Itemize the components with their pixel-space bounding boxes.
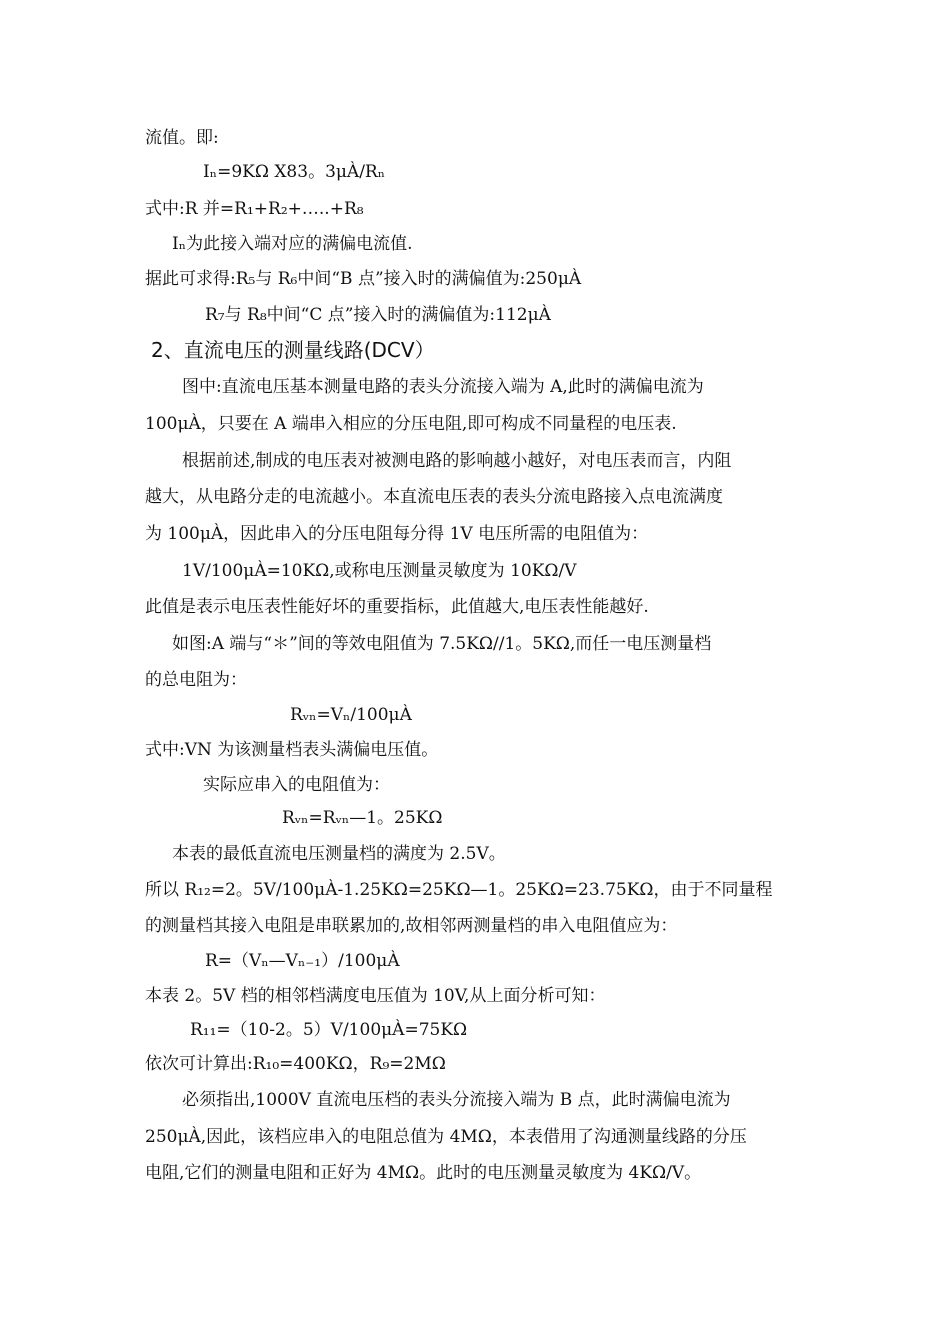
text-line: 实际应串入的电阻值为： [203, 775, 390, 795]
text-line: 100μÀ，只要在 A 端串入相应的分压电阻,即可构成不同量程的电压表. [145, 414, 677, 434]
text-line: R=（Vₙ—Vₙ₋₁）/100μÀ [205, 951, 400, 971]
text-line: 据此可求得:R₅与 R₆中间“B 点”接入时的满偏值为:250μÀ [145, 269, 582, 289]
text-line: Rᵥₙ=Rᵥₙ—1。25KΩ [282, 808, 443, 828]
text-line: 为 100μÀ，因此串入的分压电阻每分得 1V 电压所需的电阻值为： [145, 524, 649, 544]
text-line: 越大，从电路分走的电流越小。本直流电压表的表头分流电路接入点电流满度 [145, 487, 723, 507]
text-line: 图中:直流电压基本测量电路的表头分流接入端为 A,此时的满偏电流为 [182, 377, 704, 397]
text-line: 所以 R₁₂=2。5V/100μÀ-1.25KΩ=25KΩ—1。25KΩ=23.75KΩ，由于不同量程 [145, 880, 773, 900]
text-line: 流值。即: [145, 128, 219, 148]
text-line: 250μÀ,因此，该档应串入的电阻总值为 4MΩ，本表借用了沟通测量线路的分压 [145, 1127, 747, 1147]
text-line: 电阻,它们的测量电阻和正好为 4MΩ。此时的电压测量灵敏度为 4KΩ/V。 [145, 1163, 702, 1183]
text-line: 本表 2。5V 档的相邻档满度电压值为 10V,从上面分析可知： [145, 986, 606, 1006]
text-line: 如图:A 端与“＊”间的等效电阻值为 7.5KΩ//1。5KΩ,而任一电压测量档 [172, 634, 712, 654]
text-line: Iₙ=9KΩ X83。3μÀ/Rₙ [203, 162, 386, 182]
section-heading: 2、直流电压的测量线路(DCV） [151, 338, 435, 362]
text-line: R₇与 R₈中间“C 点”接入时的满偏值为:112μÀ [205, 305, 551, 325]
text-line: R₁₁=（10-2。5）V/100μÀ=75KΩ [190, 1020, 468, 1040]
text-line: 1V/100μÀ=10KΩ,或称电压测量灵敏度为 10KΩ/V [182, 561, 577, 581]
text-line: 式中:VN 为该测量档表头满偏电压值。 [145, 740, 439, 760]
text-line: 依次可计算出:R₁₀=400KΩ，R₉=2MΩ [145, 1054, 446, 1074]
text-line: Rᵥₙ=Vₙ/100μÀ [290, 705, 412, 725]
text-line: 本表的最低直流电压测量档的满度为 2.5V。 [172, 844, 506, 864]
text-line: 根据前述,制成的电压表对被测电路的影响越小越好，对电压表而言，内阻 [182, 451, 732, 471]
text-line: Iₙ为此接入端对应的满偏电流值. [172, 234, 413, 254]
text-line: 的总电阻为： [145, 670, 247, 690]
text-line: 式中:R 并=R₁+R₂+…..+R₈ [145, 199, 364, 219]
text-line: 的测量档其接入电阻是串联累加的,故相邻两测量档的串入电阻值应为： [145, 916, 678, 936]
text-line: 必须指出,1000V 直流电压档的表头分流接入端为 B 点，此时满偏电流为 [182, 1090, 731, 1110]
text-line: 此值是表示电压表性能好坏的重要指标，此值越大,电压表性能越好. [145, 597, 649, 617]
